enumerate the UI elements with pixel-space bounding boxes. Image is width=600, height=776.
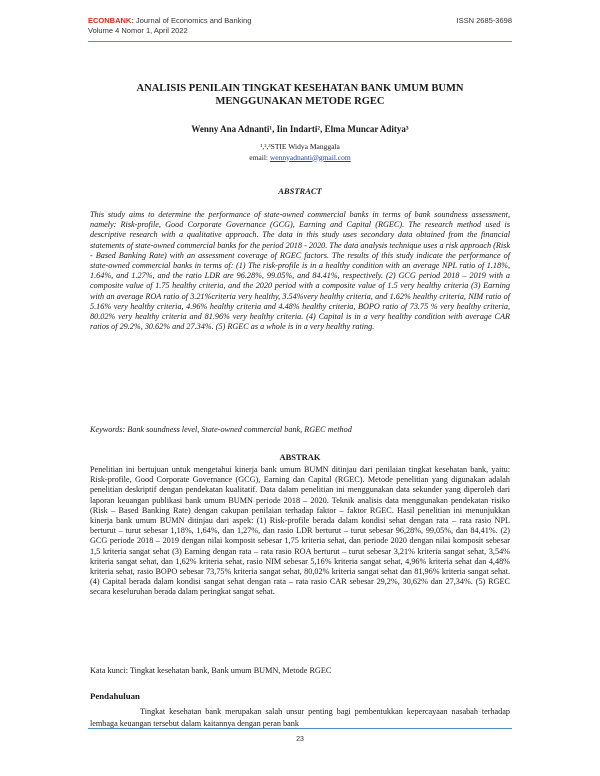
keywords: Keywords: Bank soundness level, State-owned commercial bank, RGEC method — [90, 425, 352, 434]
footer-divider — [88, 728, 512, 729]
paper-title-line2: MENGGUNAKAN METODE RGEC — [215, 96, 385, 107]
author-affiliation — [88, 142, 512, 163]
email-label: email: — [249, 152, 270, 162]
paper-title — [88, 82, 512, 108]
author-email — [88, 153, 512, 164]
journal-volume: Volume 4 Nomor 1, April 2022 — [88, 26, 188, 35]
affiliation-name: ¹,²,³STIE Widya Manggala — [260, 142, 340, 151]
email-link[interactable]: wennyadnanti@gmail.com — [269, 152, 351, 162]
abstrak-text: Penelitian ini bertujuan untuk mengetahui kinerja bank umum BUMN ditinjau dari penilaian tingkat kesehatan bank, yaitu: Risk-profile, Good Corporate Governance (GCG), Earning dan Capital (RGEC). Metode penelitian yang digunakan adalah penelitian deskriptif dengan pendekatan kualitatif. Data dalam penelitian ini menggunakan data sekunder yang diperoleh dari laporan keuangan publikasi bank umum BUMN periode 2018 – 2020. Teknik analisis data menggunakan pendekatan risiko (Risk – Based Banking Rate) dengan cakupan penilaian terhadap faktor – faktor RGEC. Hasil penelitian ini menunjukkan kinerja bank umum BUMN ditinjau dari aspek: (1) Risk-profile berada dalam kondisi sehat dengan rata – rata rasio NPL berturut – turut sebesar 1,18%, 1,64%, dan 1,27%, dan rasio LDR berturut – turut sebesar 96,28%, 99,05%, dan 84,41%. (2) GCG periode 2018 – 2019 dengan nilai komposit sebesar 1,75 kriteria sehat, dan periode 2020 dengan nilai komposit sebesar 1,5 kriteria sangat sehat (3) Earning dengan rata – rata rasio ROA berturut – turut sebesar 3,21% kriteria sangat sehat, 3,54% kriteria sangat sehat, dan 1,62% kriteria sehat, rasio NIM sebesar 5,16% kriteria sangat sehat, 4,96% kriteria sehat dan 4,48% kriteria sehat, rasio BOPO sebesar 73,75% kriteria sangat sehat, 80,02% kriteria sangat sehat dan 81,96% kriteria sangat sehat. (4) Capital berada dalam kondisi sangat sehat dengan rata – rata rasio CAR sebesar 29,2%, 30,62% dan 27,34%. (5) RGEC secara keseluruhan berada dalam peringkat sangat sehat. — [90, 465, 510, 597]
abstrak-heading: ABSTRAK — [279, 452, 321, 462]
kata-kunci: Kata kunci: Tingkat kesehatan bank, Bank umum BUMN, Metode RGEC — [90, 666, 332, 675]
abstract-text: This study aims to determine the performance of state-owned commercial banks in terms of bank soundness assessment, namely: Risk-profile, Good Corporate Governance (GCG), Earning and Capital (RGEC). The research method used is descriptive research with a qualitative approach. The data in this study uses secondary data obtained from the financial statements of state-owned commercial banks for the period 2018 - 2020. The data analysis technique uses a risk approach (Risk - Based Banking Rate) with an assessment coverage of RGEC factors. The results of this study indicate the performance of state-owned commercial banks in terms of: (1) The risk-profile is in a healthy condition with an average NPL ratio of 1.18%, 1.64%, and 1.27%, and the ratio LDR are 96.28%, 99.05%, and 84.41%, respectively. (2) GCG period 2018 – 2019 with a composite value of 1.75 healthy criteria, and the 2020 period with a composite value of 1.5 very healthy criteria (3) Earning with an average ROA ratio of 3.21%criteria very healthy, 3.54%very healthy criteria, and 1.62% healthy criteria, NIM ratio of 5.16% very healthy criteria, 4.96% healthy criteria and 4.48% healthy criteria, BOPO ratio of 73.75 % very healthy criteria, 80.02% very healthy criteria and 81.96% very healthy criteria. (4) Capital is in a very healthy condition with average CAR ratios of 29.2%, 30.62% and 27.34%. (5) RGEC as a whole is in a very healthy rating. — [90, 210, 510, 332]
page-number: 23 — [296, 736, 304, 743]
journal-name — [88, 16, 512, 26]
journal-header — [88, 16, 512, 56]
paper-title-line1: ANALISIS PENILAIN TINGKAT KESEHATAN BANK UMUM BUMN — [136, 83, 464, 94]
section-heading-pendahuluan: Pendahuluan — [90, 691, 140, 701]
header-divider — [88, 41, 512, 42]
abstract-heading: ABSTRACT — [278, 186, 322, 196]
journal-title: Journal of Economics and Banking — [133, 16, 252, 25]
journal-brand: ECONBANK: — [88, 16, 134, 25]
pendahuluan-paragraph: Tingkat kesehatan bank merupakan salah unsur penting bagi pembentukkan kepercayaan nasabah terhadap lembaga keuangan tersebut dalam kaitannya dengan peran bank — [90, 707, 510, 728]
journal-issn: ISSN 2685-3698 — [456, 16, 512, 25]
author-list: Wenny Ana Adnanti¹, Iin Indarti², Elma Muncar Aditya³ — [191, 124, 409, 134]
